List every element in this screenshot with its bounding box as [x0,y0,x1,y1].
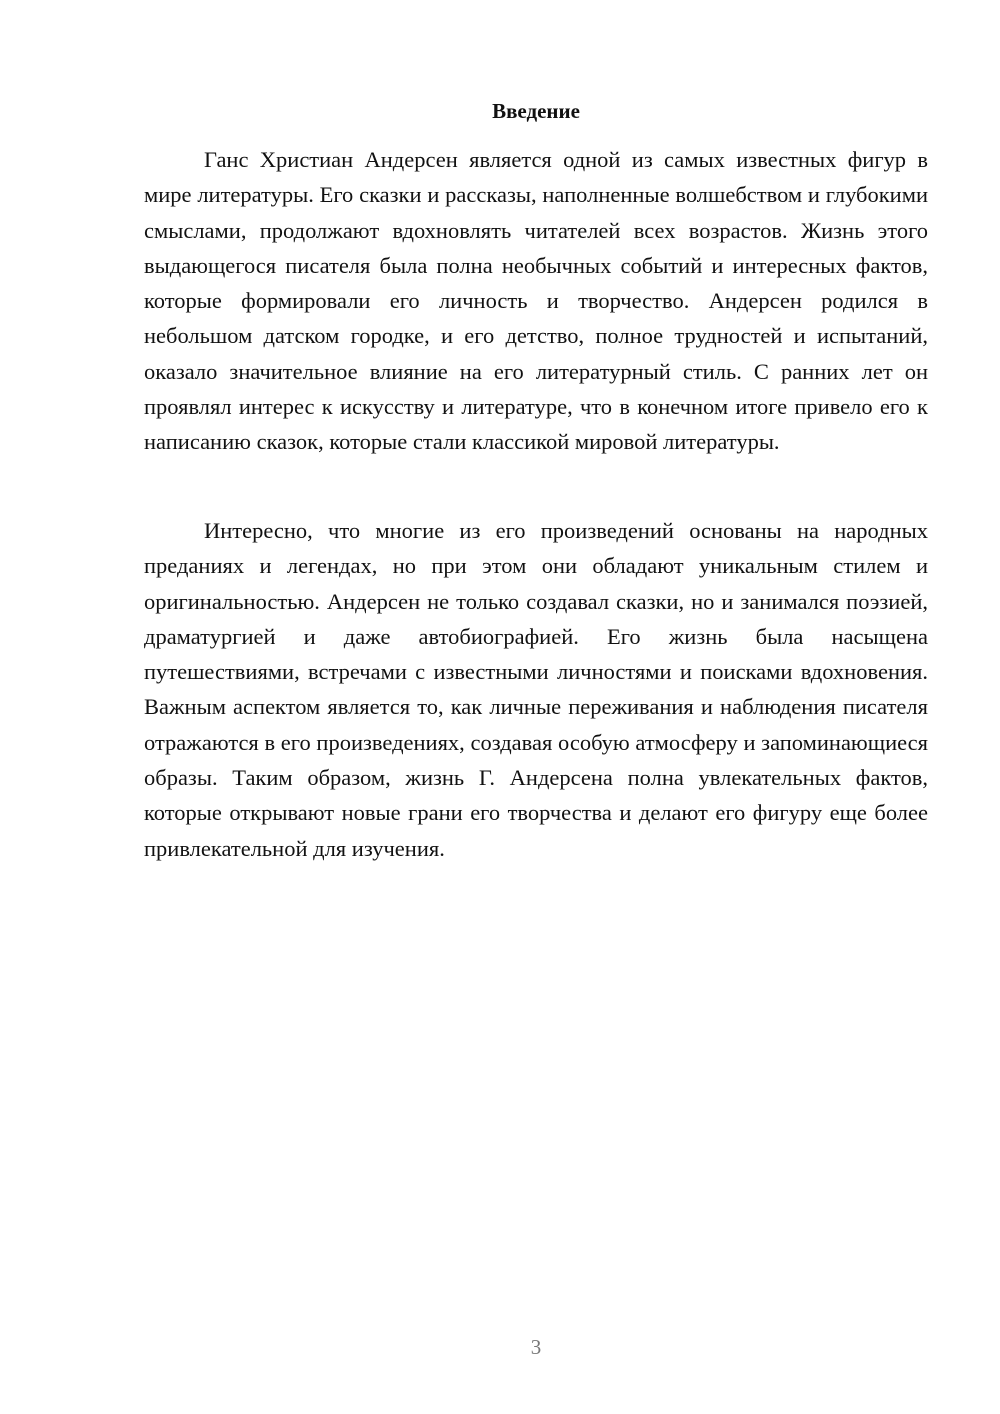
paragraph-1 [144,142,928,460]
paragraph-text: Ганс Христиан Андерсен является одной из самых известных фигур в мире литературы. Его сказки и рассказы, наполненные волшебством и глубокими смыслами, продолжают вдохновлять читателей всех возрастов. Жизнь этого выдающегося писателя была полна необычных событий и интересных фактов, которые формировали его личность и творчество. Андерсен родился в небольшом датском городке, и его детство, полное трудностей и испытаний, оказало значительное влияние на его литературный стиль. С ранних лет он проявлял интерес к искусству и литературе, что в конечном итоге привело его к написанию сказок, которые стали классикой мировой литературы. [144,147,928,455]
page-number: 3 [530,1335,542,1359]
section-title: Введение [492,99,580,123]
paragraph-2 [144,513,928,866]
paragraph-text: Интересно, что многие из его произведений основаны на народных преданиях и легендах, но при этом они обладают уникальным стилем и оригинальностью. Андерсен не только создавал сказки, но и занимался поэзией, драматургией и даже автобиографией. Его жизнь была насыщена путешествиями, встречами с известными личностями и поисками вдохновения. Важным аспектом является то, как личные переживания и наблюдения писателя отражаются в его произведениях, создавая особую атмосферу и запоминающиеся образы. Таким образом, жизнь Г. Андерсена полна увлекательных фактов, которые открывают новые грани его творчества и делают его фигуру еще более привлекательной для изучения. [144,518,928,861]
